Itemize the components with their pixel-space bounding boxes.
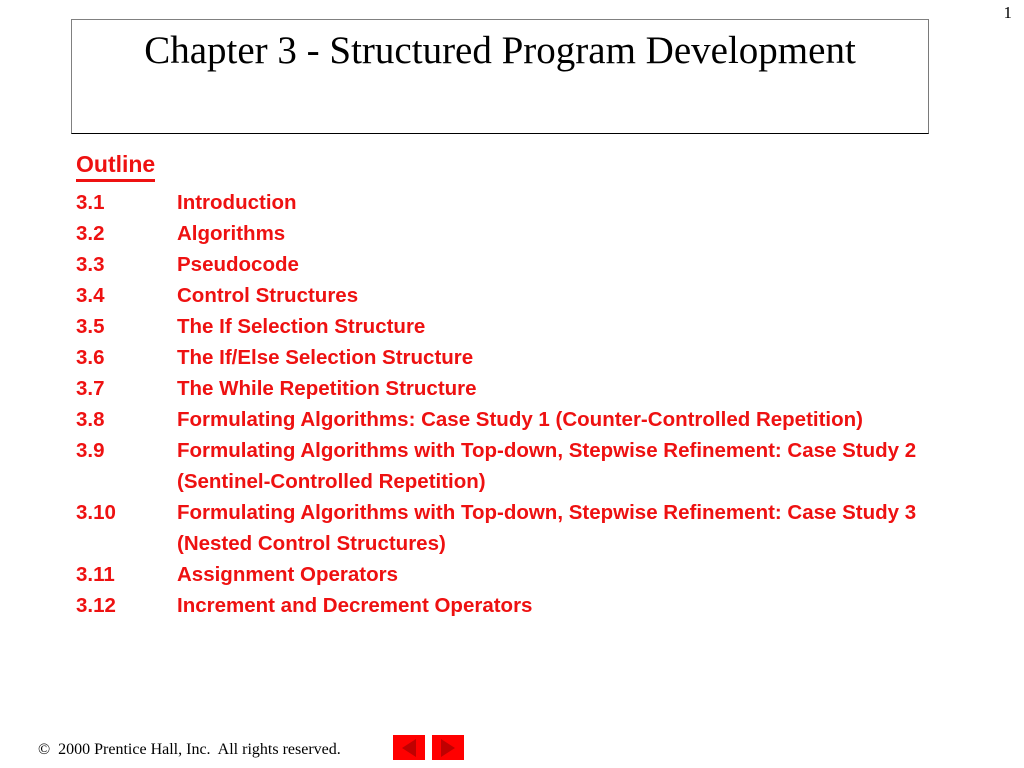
outline-item-number: 3.4 — [76, 283, 105, 307]
outline-item-title: Introduction — [177, 190, 297, 214]
outline-item-title: Increment and Decrement Operators — [177, 593, 533, 617]
outline-item-number: 3.8 — [76, 407, 105, 431]
outline-section — [76, 152, 976, 621]
outline-item — [76, 435, 976, 497]
outline-item — [76, 404, 976, 435]
outline-item-title: Formulating Algorithms with Top-down, Stepwise Refinement: Case Study 2 (Sentinel-Controlled Repetition) — [177, 438, 917, 493]
outline-item-title: Pseudocode — [177, 252, 299, 276]
outline-item-number: 3.1 — [76, 190, 105, 214]
outline-item-title: Algorithms — [177, 221, 286, 245]
outline-heading: Outline — [76, 152, 155, 182]
outline-item-title: The If/Else Selection Structure — [177, 345, 474, 369]
outline-item — [76, 590, 976, 621]
outline-item-number: 3.11 — [76, 562, 115, 586]
outline-item-number: 3.7 — [76, 376, 105, 400]
page-number: 1 — [1003, 3, 1012, 22]
outline-item — [76, 559, 976, 590]
outline-item — [76, 249, 976, 280]
outline-item-number: 3.6 — [76, 345, 105, 369]
outline-item-title: Assignment Operators — [177, 562, 398, 586]
outline-item — [76, 218, 976, 249]
copyright-notice: © 2000 Prentice Hall, Inc. All rights reserved. — [38, 741, 341, 758]
navigation-buttons — [393, 735, 464, 760]
next-slide-button[interactable] — [432, 735, 464, 760]
outline-item-number: 3.5 — [76, 314, 105, 338]
outline-item — [76, 311, 976, 342]
outline-item-number: 3.12 — [76, 593, 116, 617]
outline-item-number: 3.10 — [76, 500, 116, 524]
outline-item-title: Formulating Algorithms: Case Study 1 (Counter-Controlled Repetition) — [177, 407, 863, 431]
outline-item-number: 3.9 — [76, 438, 105, 462]
previous-slide-button[interactable] — [393, 735, 425, 760]
outline-item — [76, 280, 976, 311]
outline-item-title: Formulating Algorithms with Top-down, Stepwise Refinement: Case Study 3 (Nested Control Structures) — [177, 500, 917, 555]
outline-item-number: 3.2 — [76, 221, 105, 245]
slide-title-box — [71, 19, 929, 134]
outline-item — [76, 373, 976, 404]
outline-item-number: 3.3 — [76, 252, 105, 276]
triangle-left-icon — [402, 739, 416, 757]
outline-item-title: The If Selection Structure — [177, 314, 426, 338]
outline-item-title: The While Repetition Structure — [177, 376, 477, 400]
page-title: Chapter 3 - Structured Program Development — [144, 29, 856, 72]
outline-list — [76, 187, 976, 621]
outline-item-title: Control Structures — [177, 283, 359, 307]
outline-item — [76, 187, 976, 218]
outline-item — [76, 342, 976, 373]
triangle-right-icon — [441, 739, 455, 757]
outline-item — [76, 497, 976, 559]
